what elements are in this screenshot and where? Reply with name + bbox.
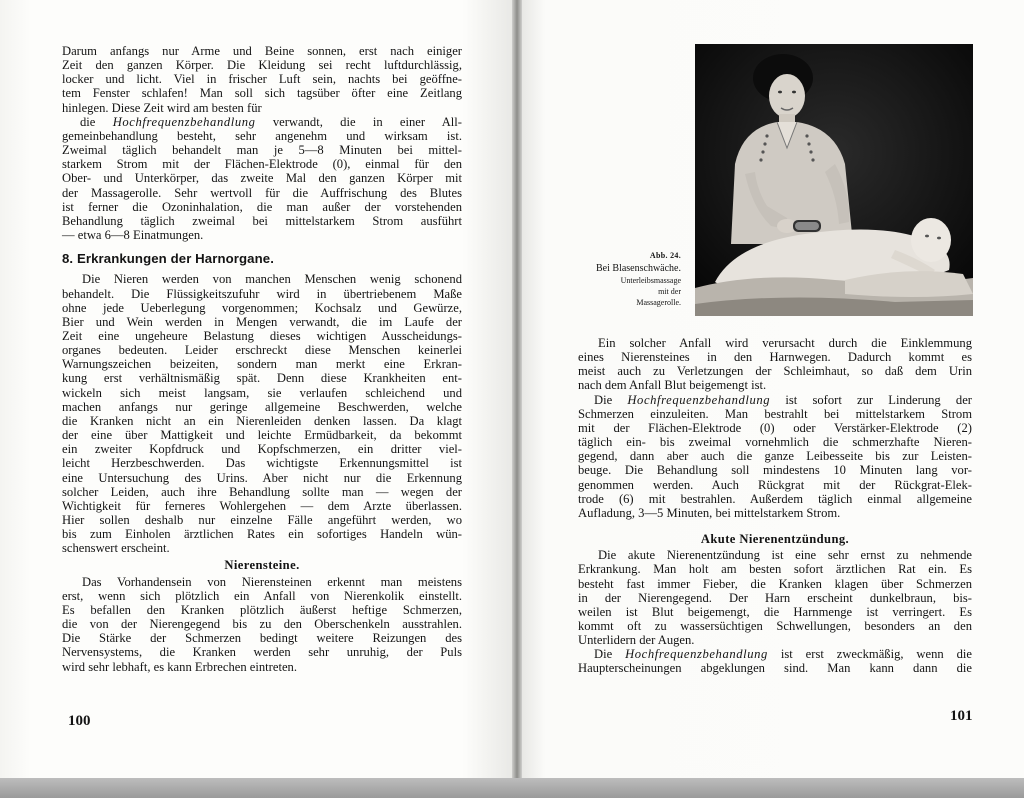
text-line: Warnungszeichen beizeiten, sondern man merkt eine Erkran- (62, 357, 462, 372)
text-line: in der Nierengegend. Der Harn erscheint dunkelbraun, bis- (578, 590, 972, 605)
text-line: solcher Leiden, auch ihre Behandlung sollte man — wegen der (62, 484, 462, 499)
page-number-left: 100 (68, 713, 91, 729)
text-line: täglich ein- bis zweimal vornehmlich die schmerzhafte Nieren- (578, 435, 972, 450)
page-number-right: 101 (950, 708, 973, 724)
text-line: genommen werden. Auch Rückgrat mit der Rückgrat-Elek- (578, 477, 972, 492)
text-line: meist auch zu Verletzungen der Schleimhaut, so daß dem Urin (578, 364, 972, 379)
text-line: tem Fenster schlafen! Man soll sich tagsüber öfter eine Zeitlang (62, 86, 462, 101)
figure-title: Bei Blasenschwäche. (596, 262, 681, 274)
text-line: gegend, dann aber auch die ganze Leibesseite bis zur Leisten- (578, 449, 972, 464)
text-line: Die akute Nierenentzündung ist eine sehr ernst zu nehmende (598, 548, 972, 563)
paragraph-intro (62, 44, 462, 115)
text-line: die von der Nierengegend bis zu den Oberschenkeln ausstrahlen. (62, 617, 462, 632)
paragraph-nierenentzuendung (578, 548, 972, 647)
text-line (578, 647, 972, 661)
text-line: beuge. Die Behandlung soll mindestens 10 Minuten lang vor- (578, 463, 972, 478)
text-line: Die Stärke der Schmerzen bedingt weitere Reizungen des (62, 631, 462, 646)
text-line: starkem Strom mit der Flächen-Elektrode (0), einmal für den (62, 157, 462, 172)
text-line: mit der Flächen-Elektrode (0) oder Verstärker-Elektrode (2) (578, 420, 972, 435)
text-line: Ein solcher Anfall wird verursacht durch die Einklemmung (598, 336, 972, 350)
paragraph-hochfrequenz-nierenentzuendung (578, 647, 972, 675)
text-rest: verwandt, die in einer All- (255, 114, 462, 129)
text-rest: ist erst zweckmäßig, wenn die (767, 647, 972, 662)
left-page-text (62, 44, 462, 674)
subheading-nierensteine: Nierensteine. (224, 558, 300, 573)
text-line: gemeinbehandlung besteht, sehr angenehm und wirksam ist. (62, 128, 462, 143)
text-line: weilen ist Blut beigemengt, die Harnmenge ist verringert. Es (578, 604, 972, 619)
text-line: machen anfangs nur geringe allgemeine Beschwerden, welche (62, 399, 462, 414)
text-line: Wichtigkeit für ferneres Wohlergehen — dem Arzte überlassen. (62, 498, 462, 513)
text-line: ein zweiter Kopfdruck und Kopfschmerzen, ein dritter viel- (62, 442, 462, 457)
caption-line: Massagerolle. (636, 298, 681, 307)
figure-number: Abb. 24. (649, 251, 681, 260)
page-bottom-edge (0, 778, 1024, 798)
text-line: Bier und Wein werden in Mengen verwandt, die im Laufe der (62, 314, 462, 329)
text-line: trode (6) mit bestrahlen. Außerdem täglich einmal allgemeine (578, 491, 972, 506)
text-line: besteht fast immer Fieber, die Kranken klagen über Schmerzen (578, 576, 972, 591)
text-line: Unterlidern der Augen. (578, 633, 695, 648)
text-line: wickeln sich meist langsam, sie verlaufen schleichend und (62, 385, 462, 400)
text-line: locker und licht. Viel in frischer Luft sein, nachts bei geöffne- (62, 72, 462, 87)
text-line (62, 115, 462, 129)
text-line: Es befallen den Kranken plötzlich äußerst heftige Schmerzen, (62, 602, 462, 617)
paragraph-hochfrequenz-nierensteine (578, 393, 972, 520)
text-line: kung erst verhältnismäßig spät. Denn diese Krankheiten ent- (62, 371, 462, 386)
text-line: Das Vorhandensein von Nierensteinen erkennt man meistens (82, 574, 462, 589)
text-line: der Massagerolle. Sehr wertvoll für die Auffrischung des Blutes (62, 185, 462, 200)
text-line: hinlegen. Diese Zeit wird am besten für (62, 100, 262, 115)
italic-term: Hochfrequenzbehandlung (112, 114, 256, 129)
figure-photo (695, 44, 973, 316)
figure-caption (560, 250, 681, 308)
text-line: der eine über Mattigkeit und leichte Ermüdbarkeit, da bekommt (62, 428, 462, 443)
caption-line: mit der (658, 287, 681, 296)
text-line: Zweimal täglich behandelt man je 5—8 Minuten bei mittel- (62, 143, 462, 158)
text-line: Erkrankung. Man holt am besten sofort ärztlichen Rat ein. Es (578, 562, 972, 577)
italic-term: Hochfrequenzbehandlung (627, 392, 771, 407)
text-line: nach dem Anfall Blut beigemengt ist. (578, 378, 767, 393)
subheading-nierenentzuendung: Akute Nierenentzündung. (700, 532, 850, 547)
text-lead: die (80, 114, 113, 129)
text-line: Zeit den ganzen Körper. Die Kleidung sei recht luftdurchlässig, (62, 58, 462, 73)
text-line: bis zum Einholen ärztlichen Rates ein sofortiges Handeln wün- (62, 527, 462, 542)
text-line: ist ferner die Ozoninhalation, die man außer der vorstehenden (62, 199, 462, 214)
text-line: schenswert erscheint. (62, 541, 170, 556)
text-rest: ist sofort zur Linderung der (770, 392, 972, 407)
text-line: Aufladung, 3—5 Minuten, bei mittelstarkem Strom. (578, 505, 841, 520)
text-line (578, 393, 972, 407)
section-heading: 8. Erkrankungen der Harnorgane. (62, 251, 274, 267)
text-line: behandelt. Die Flüssigkeitszufuhr wird in übertriebenem Maße (62, 286, 462, 301)
massage-photo-illustration (695, 44, 973, 316)
paragraph-anfall (578, 336, 972, 393)
text-line: Hier sollen deshalb nur einzelne Fälle angeführt werden, wo (62, 513, 462, 527)
text-line: Ober- und Unterkörper, das zweite Mal den ganzen Körper mit (62, 171, 462, 186)
paragraph-nieren (62, 272, 462, 555)
text-line: eines Nierensteines in den Harnwegen. Dadurch kommt es (578, 350, 972, 365)
text-line: Haupterscheinungen abgeklungen sind. Man kann dann die (578, 661, 972, 676)
text-line: ohne jede Ueberlegung vorgenommen; Kochsalz und Gewürze, (62, 300, 462, 315)
text-line: eine Untersuchung des Urins. Aber nicht nur die Erkennung (62, 470, 462, 485)
text-line: wird sehr lebhaft, es kann Erbrechen eintreten. (62, 659, 297, 674)
text-line: Die Nieren werden von manchen Menschen wenig schonend (82, 272, 462, 287)
paragraph-hochfrequenz-allgemein (62, 115, 462, 242)
text-line: erst, wenn sich plötzlich ein Anfall von Nierenkolik einstellt. (62, 588, 462, 603)
text-line: kommt oft zu wassersüchtigen Schwellungen, besonders an den (578, 618, 972, 633)
text-lead: Die (594, 647, 626, 662)
italic-term: Hochfrequenzbehandlung (625, 647, 768, 662)
text-line: organes bedeuten. Leider erschreckt diese Menschen keinerlei (62, 343, 462, 358)
text-lead: Die (594, 392, 628, 407)
text-line: Zeit eine ungeheure Belastung dieses wichtigen Ausscheidungs- (62, 328, 462, 343)
text-line: Nervensystems, die Kranken werden sehr unruhig, der Puls (62, 645, 462, 660)
text-line: — etwa 6—8 Einatmungen. (62, 228, 204, 243)
text-line: die Kranken nicht an ein Nierenleiden denken lassen. Da klagt (62, 413, 462, 428)
caption-line: Unterleibsmassage (620, 276, 681, 285)
right-page-text (578, 336, 972, 676)
text-line: Schmerzen einzuleiten. Man bestrahlt bei mittelstarkem Strom (578, 406, 972, 421)
book-gutter (512, 0, 522, 780)
text-line: Darum anfangs nur Arme und Beine sonnen, erst nach einiger (62, 44, 462, 58)
text-line: leicht Herzbeschwerden. Das wichtigste Erkennungsmittel ist (62, 456, 462, 471)
text-line: Behandlung täglich zweimal bei mittelstarkem Strom ausführt (62, 213, 462, 228)
paragraph-nierensteine (62, 575, 462, 674)
